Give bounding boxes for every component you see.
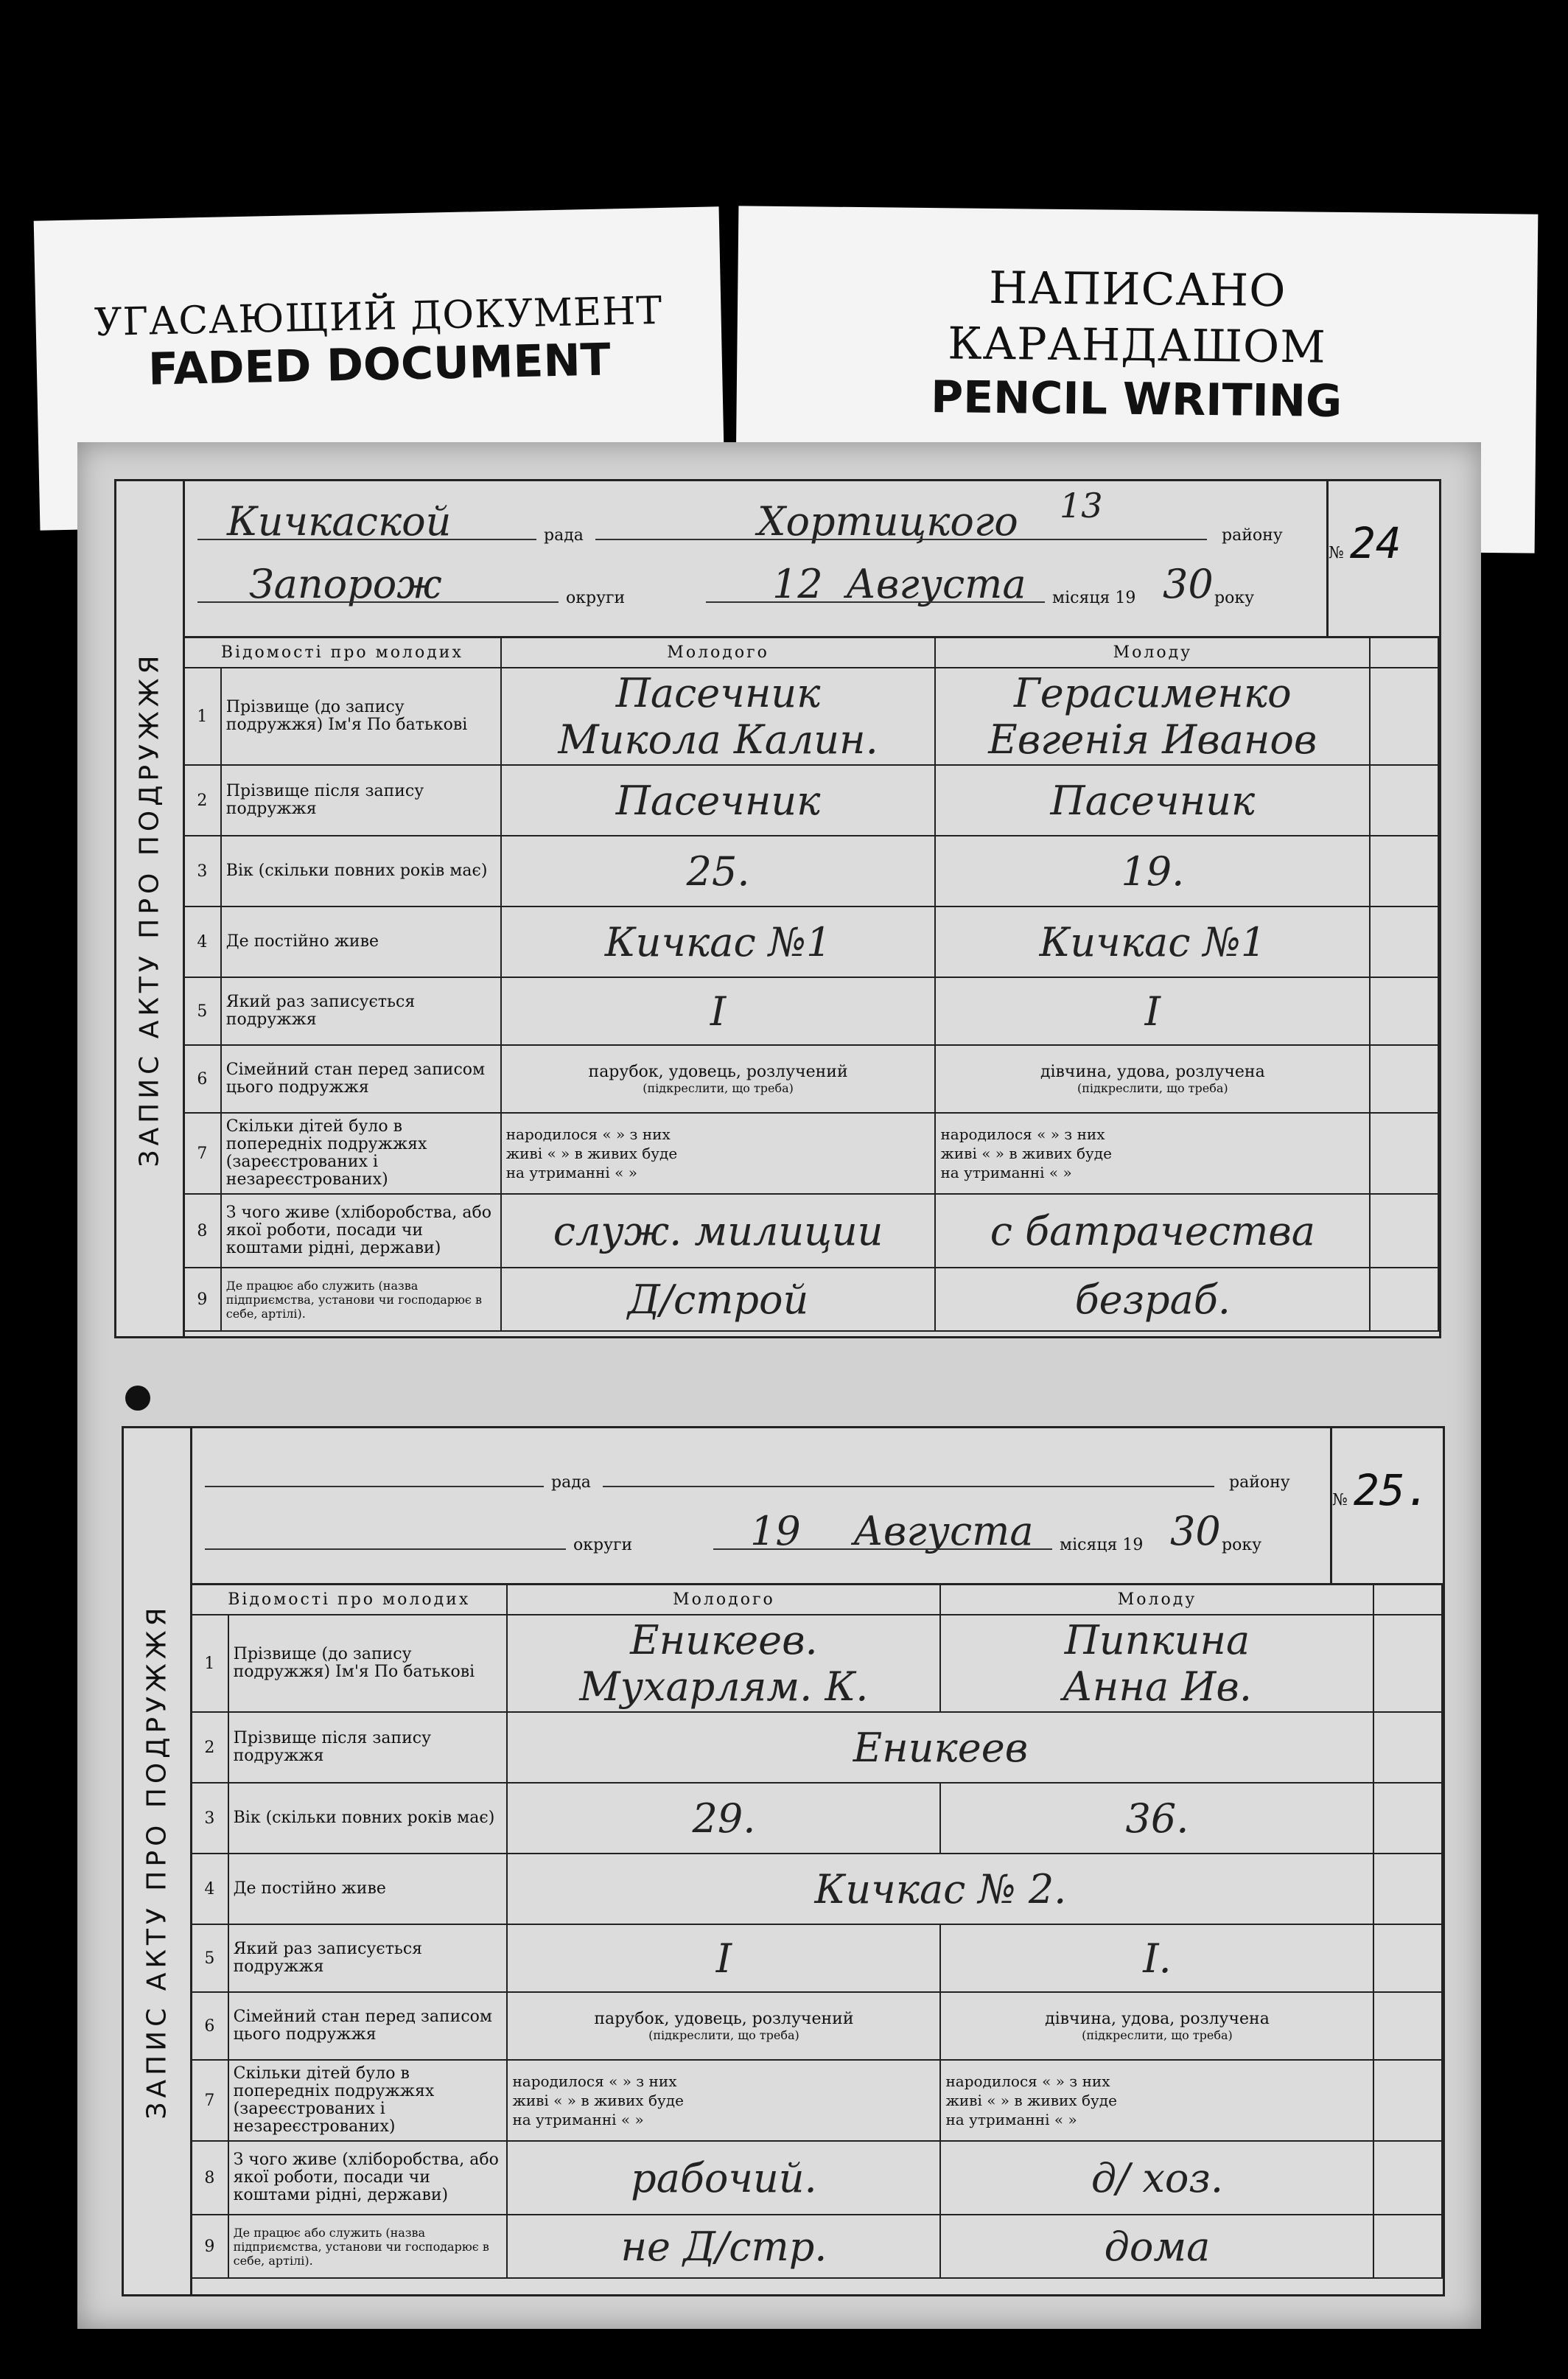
children-dependent: на утриманні « » [505,1164,638,1181]
children-born: народилося « » з них [945,2072,1110,2090]
q1-label: Прізвище (до запису подружжя) Ім'я По батькові [228,1615,508,1712]
groom-age: 29. [507,1783,940,1854]
new-surname: Еникеев [507,1712,1373,1783]
groom-work: не Д/стр. [507,2215,940,2278]
children-alive: живі « » в живих буде [505,1145,678,1162]
bride-living: д/ хоз. [940,2141,1373,2215]
q9-label: Де працює або служить (назва підприємства, установи чи господарює в себе, артілі). [221,1268,501,1331]
col-groom-header: Молодого [507,1584,940,1615]
col-bride-header: Молоду [935,637,1370,668]
bride-living: с батрачества [935,1194,1370,1268]
q1-label: Прізвище (до запису подружжя) Ім'я По батькові [221,668,501,765]
side-title: ЗАПИС АКТУ ПРО ПОДРУЖЖЯ [124,1428,192,2294]
underline-note: (підкреслити, що треба) [1082,2028,1233,2042]
day-value: 19 [750,1508,801,1554]
q2-label: Прізвище після запису подружжя [221,765,501,836]
bride-work: дома [940,2215,1373,2278]
faded-label-en: FADED DOCUMENT [147,334,612,396]
groom-living: служ. милиции [501,1194,936,1268]
groom-work: Д/строй [501,1268,936,1331]
rada-value: Кичкаской [227,498,452,545]
q5-label: Який раз записується подружжя [228,1924,508,1992]
bride-age: 19. [935,836,1370,906]
underline-note: (підкреслити, що треба) [1077,1081,1228,1095]
rayon-label: району [1222,526,1283,545]
q7-label: Скільки дітей було в попередніх подружжях (зареєстрованих і незареєстрованих) [221,1113,501,1194]
pencil-label-ru-2: КАРАНДАШОМ [947,318,1326,374]
groom-name: Мухарлям. К. [579,1663,869,1710]
okrug-value: Запорож [249,561,442,607]
children-alive: живі « » в живих буде [940,1145,1112,1162]
rayon-code: 13 [1060,486,1103,525]
record-header [190,1428,1443,1585]
rayon-label: району [1229,1473,1290,1492]
children-alive: живі « » в живих буде [512,2092,684,2109]
record-table: Відомості про молодих Молодого Молоду 1 Прізвище (до запису подружжя) Ім'я По батькові Еникеев. Мухарлям. К. Пипкина Анна Ив. 2 Прізвище після запису подружжя Еникеев 3 Вік (скільки повних років має) 29. 36. 4 Де постійно живе Кичкас № 2. 5 Який раз записується подружжя I I. 6 Сімейний стан перед записом цього подружжя парубок, удовець, розлучений (підкреслити, що треба) дівчина, удова, розлучена (підкреслити, що треба) 7 Скільки дітей було в попередніх подружжях (зареєстрованих і незареєстрованих) народилося « » з них живі « » в живих буде на утриманні « » народилося « » з них живі « » в живих буде на утриманні « » 8 З чого живе (хліборобства, або якої роботи, посади чи коштами рідні, держави) рабочий. д/ хоз. 9 Де працює або служить (назва підприємства, установи чи господарює в себе, артілі). не Д/стр. дома [190,1583,1443,2279]
groom-status-options: парубок, удовець, розлучений [588,1063,848,1081]
pencil-label-en: PENCIL WRITING [930,371,1343,427]
bride-name: Евгенія Иванов [988,716,1317,763]
q4-label: Де постійно живе [228,1854,508,1924]
children-born: народилося « » з них [940,1125,1105,1143]
year-label: року [1222,1536,1262,1554]
record-number: № 24 [1329,518,1401,568]
month-label: місяця 19 [1060,1536,1144,1554]
q8-label: З чого живе (хліборобства, або якої роботи, посади чи коштами рідні, держави) [228,2141,508,2215]
underline-note: (підкреслити, що треба) [648,2028,799,2042]
groom-times: I [507,1924,940,1992]
month-value: Августа [853,1508,1034,1554]
groom-age: 25. [501,836,936,906]
groom-surname: Еникеев. [630,1617,818,1663]
q5-label: Який раз записується подружжя [221,977,501,1045]
bride-residence: Кичкас №1 [935,906,1370,977]
q6-label: Сімейний стан перед записом цього подружжя [228,1992,508,2060]
children-dependent: на утриманні « » [940,1164,1072,1181]
groom-living: рабочий. [507,2141,940,2215]
groom-residence: Кичкас №1 [501,906,936,977]
q3-label: Вік (скільки повних років має) [221,836,501,906]
bride-work: безраб. [935,1268,1370,1331]
children-dependent: на утриманні « » [512,2111,644,2128]
marriage-record-25 [122,1426,1445,2296]
underline-note: (підкреслити, що треба) [643,1081,794,1095]
record-header [183,481,1439,638]
col-info-header: Відомості про молодих [183,637,501,668]
groom-times: I [501,977,936,1045]
q8-label: З чого живе (хліборобства, або якої роботи, посади чи коштами рідні, держави) [221,1194,501,1268]
record-number: № 25. [1332,1465,1431,1515]
rada-label: рада [551,1473,591,1492]
children-alive: живі « » в живих буде [945,2092,1117,2109]
q9-label: Де працює або служить (назва підприємства, установи чи господарює в себе, артілі). [228,2215,508,2278]
children-dependent: на утриманні « » [945,2111,1077,2128]
punch-hole [125,1386,150,1411]
year-label: року [1214,589,1255,607]
q7-label: Скільки дітей було в попередніх подружжях (зареєстрованих і незареєстрованих) [228,2060,508,2141]
bride-status-options: дівчина, удова, розлучена [1045,2010,1270,2028]
marriage-record-24 [114,479,1441,1338]
col-info-header: Відомості про молодих [191,1584,507,1615]
rayon-value: Хортицкого [757,498,1018,545]
groom-new-surname: Пасечник [501,765,936,836]
bride-surname: Герасименко [1014,670,1292,716]
bride-times: I [935,977,1370,1045]
col-groom-header: Молодого [501,637,936,668]
q6-label: Сімейний стан перед записом цього подружжя [221,1045,501,1113]
pencil-label-ru-1: НАПИСАНО [988,262,1287,318]
bride-surname: Пипкина [1064,1617,1250,1663]
day-value: 12 [772,561,823,607]
year-value: 30 [1163,561,1214,607]
residence: Кичкас № 2. [507,1854,1373,1924]
bride-new-surname: Пасечник [935,765,1370,836]
q2-label: Прізвище після запису подружжя [228,1712,508,1783]
faded-label-ru: УГАСАЮЩИЙ ДОКУМЕНТ [94,288,663,346]
month-value: Августа [846,561,1026,607]
groom-surname: Пасечник [615,670,821,716]
year-value: 30 [1170,1508,1221,1554]
side-title: ЗАПИС АКТУ ПРО ПОДРУЖЖЯ [116,481,185,1336]
children-born: народилося « » з них [512,2072,677,2090]
col-bride-header: Молоду [940,1584,1373,1615]
groom-name: Микола Калин. [558,716,878,763]
q4-label: Де постійно живе [221,906,501,977]
okrug-label: округи [573,1536,633,1554]
children-born: народилося « » з них [505,1125,671,1143]
record-table: Відомості про молодих Молодого Молоду 1 Прізвище (до запису подружжя) Ім'я По батькові Пасечник Микола Калин. Герасименко Евгенія Иванов 2 Прізвище після запису подружжя Пасечник Пасечник 3 Вік (скільки повних років має) 25. 19. 4 Де постійно живе Кичкас №1 Кичкас №1 5 Який раз записується подружжя I I 6 Сімейний стан перед записом цього подружжя парубок, удовець, розлучений (підкреслити, що треба) дівчина, удова, розлучена (підкреслити, що треба) 7 Скільки дітей було в попередніх подружжях (зареєстрованих і незареєстрованих) народилося « » з них живі « » в живих буде на утриманні « » народилося « » з них живі « » в живих буде на утриманні « » 8 З чого живе (хліборобства, або якої роботи, посади чи коштами рідні, держави) служ. милиции с батрачества 9 Де працює або служить (назва підприємства, установи чи господарює в себе, артілі). Д/строй безраб. [183,636,1439,1332]
bride-age: 36. [940,1783,1373,1854]
month-label: місяця 19 [1052,589,1136,607]
bride-times: I. [940,1924,1373,1992]
bride-name: Анна Ив. [1062,1663,1252,1710]
q3-label: Вік (скільки повних років має) [228,1783,508,1854]
okrug-label: округи [566,589,626,607]
bride-status-options: дівчина, удова, розлучена [1040,1063,1265,1081]
groom-status-options: парубок, удовець, розлучений [594,2010,854,2028]
rada-label: рада [544,526,584,545]
